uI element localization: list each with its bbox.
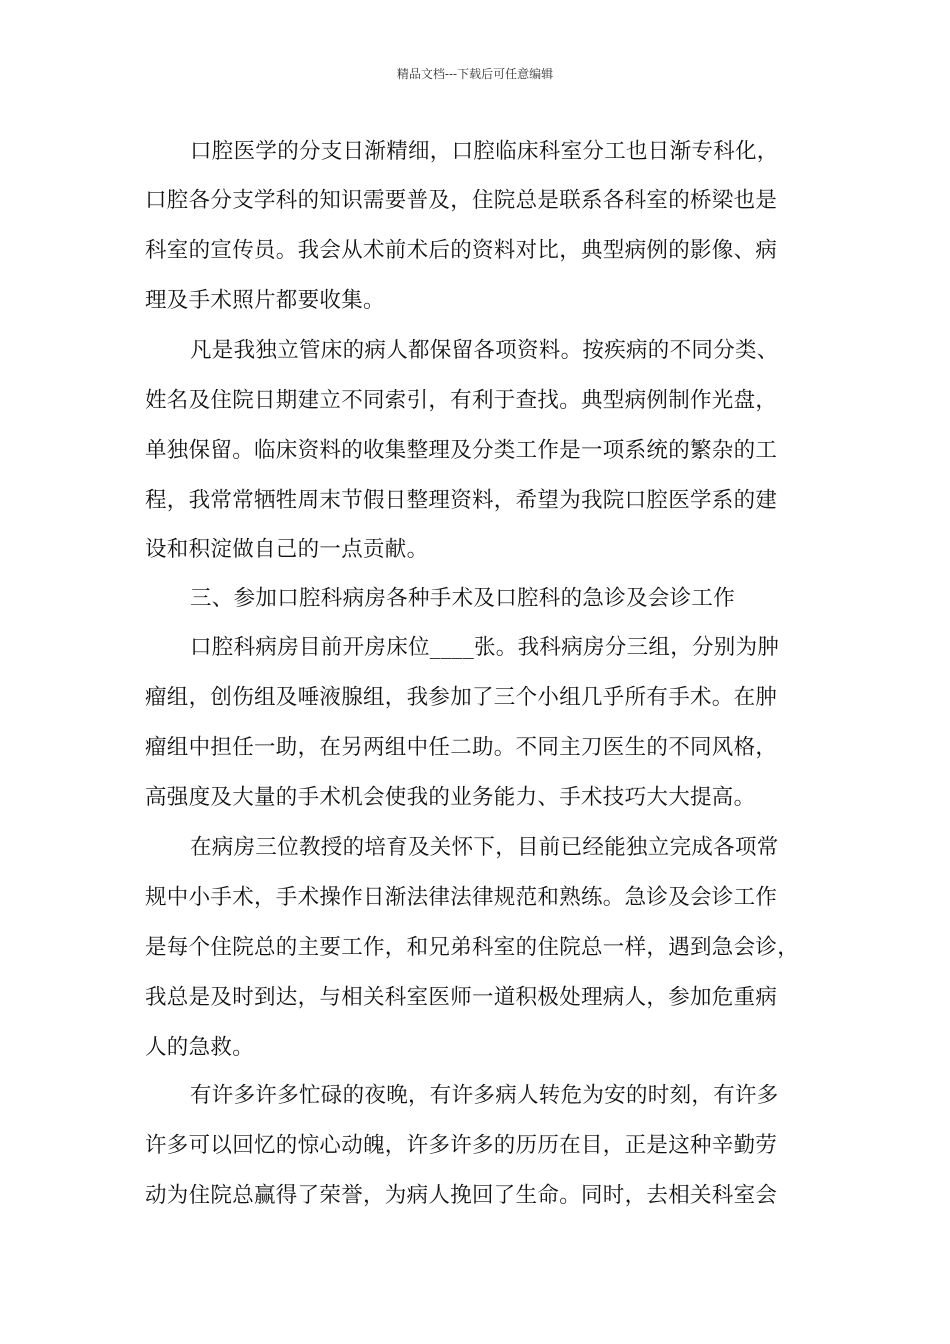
paragraph-line: 单独保留。临床资料的收集整理及分类工作是一项系统的繁杂的工 — [145, 438, 778, 463]
paragraph-line: 姓名及住院日期建立不同索引，有利于查找。典型病例制作光盘， — [145, 388, 778, 413]
paragraph-line: 程，我常常牺牲周末节假日整理资料，希望为我院口腔医学系的建 — [145, 488, 778, 513]
paragraph-line: 理及手术照片都要收集。 — [145, 288, 385, 313]
paragraph-line: 是每个住院总的主要工作，和兄弟科室的住院总一样，遇到急会诊， — [145, 935, 800, 960]
paragraph-line: 设和积淀做自己的一点贡献。 — [145, 537, 429, 562]
section-heading-text: 三、参加口腔科病房各种手术及口腔科的急诊及会诊工作 — [190, 586, 736, 611]
paragraph-line: 我总是及时到达，与相关科室医师一道积极处理病人，参加危重病 — [145, 985, 778, 1010]
paragraph-line: 科室的宣传员。我会从术前术后的资料对比，典型病例的影像、病 — [145, 238, 778, 263]
paragraph-line: 瘤组，创伤组及唾液腺组，我参加了三个小组几乎所有手术。在肿 — [145, 685, 778, 710]
paragraph-line: 口腔科病房目前开房床位____张。我科病房分三组，分别为肿 — [190, 635, 780, 660]
paragraph-line: 口腔医学的分支日渐精细，口腔临床科室分工也日渐专科化， — [190, 139, 779, 164]
paragraph-line: 口腔各分支学科的知识需要普及，住院总是联系各科室的桥梁也是 — [145, 188, 778, 213]
paragraph-line: 在病房三位教授的培育及关怀下，目前已经能独立完成各项常 — [190, 835, 779, 860]
page-header: 精品文档---下载后可任意编辑 — [396, 67, 554, 81]
paragraph-line: 人的急救。 — [145, 1035, 255, 1060]
paragraph-line: 有许多许多忙碌的夜晚，有许多病人转危为安的时刻，有许多 — [190, 1083, 779, 1108]
paragraph-line: 瘤组中担任一助，在另两组中任二助。不同主刀医生的不同风格， — [145, 735, 778, 760]
paragraph-line: 高强度及大量的手术机会使我的业务能力、手术技巧大大提高。 — [145, 785, 756, 810]
paragraph-line: 动为住院总赢得了荣誉，为病人挽回了生命。同时，去相关科室会 — [145, 1183, 778, 1208]
paragraph-line: 凡是我独立管床的病人都保留各项资料。按疾病的不同分类、 — [190, 338, 779, 363]
paragraph-line: 规中小手术，手术操作日渐法律法律规范和熟练。急诊及会诊工作 — [145, 885, 778, 910]
paragraph-line: 许多可以回忆的惊心动魄，许多许多的历历在目，正是这种辛勤劳 — [145, 1133, 778, 1158]
